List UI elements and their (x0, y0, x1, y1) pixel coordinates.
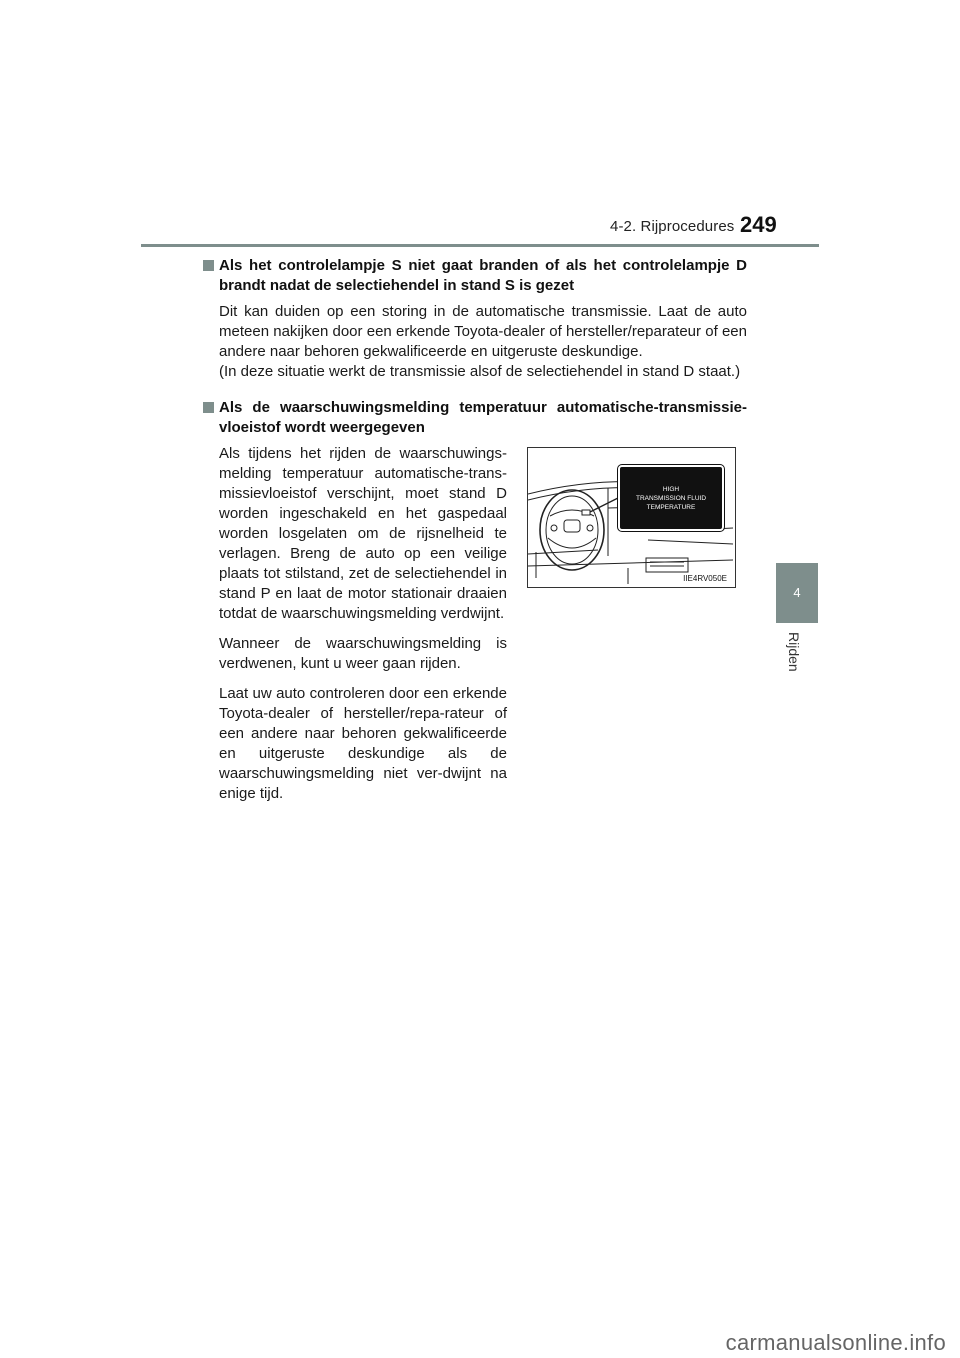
section-1-heading: Als het controlelampje S niet gaat branden of als het controlelampje D brandt nadat de selectiehendel in stand S is gezet (219, 256, 747, 296)
page-number: 249 (740, 212, 777, 237)
chapter-tab-label: Rijden (786, 632, 802, 672)
display-line-1: HIGH (662, 485, 680, 493)
figure-code: IIE4RV050E (683, 574, 727, 583)
section-2-para-1: Als tijdens het rijden de waarschuwings-melding temperatuur automatische-trans-missievloeistof verschijnt, moet stand D worden ingeschakeld en het gaspedaal worden losgelaten om de rijsnelheid te verlagen. Breng de auto op een veilige plaats tot stilstand, zet de selectiehendel in stand P en laat de motor stationair draaien totdat de waarschuwingsmelding verdwijnt. (219, 445, 507, 622)
section-2-para-3: Laat uw auto controleren door een erkende Toyota-dealer of hersteller/repa-rateur of een andere naar behoren gekwalificeerde en uitgeruste deskundige als de waarschuwingsmelding niet ver-dwijnt na enige tijd. (219, 685, 507, 802)
display-line-2: TRANSMISSION FLUID (635, 494, 707, 502)
watermark (726, 1330, 946, 1356)
header-rule (141, 244, 819, 247)
dashboard-illustration (527, 447, 736, 588)
chapter-tab-number: 4 (776, 563, 818, 621)
section-2 (219, 398, 747, 438)
section-2-heading: Als de waarschuwingsmelding temperatuur automatische-transmissie-vloeistof wordt weergegeven (219, 398, 747, 438)
section-2-para-2: Wanneer de waarschuwingsmelding is verdwenen, kunt u weer gaan rijden. (219, 635, 507, 672)
section-1 (219, 256, 747, 382)
indicator-rect (582, 510, 590, 515)
square-bullet-icon (203, 402, 214, 413)
watermark-text: carmanualsonline.info (725, 1330, 946, 1355)
warning-display (618, 465, 724, 531)
chapter-tab-label-box (774, 628, 820, 728)
section-1-note: (In deze situatie werkt de transmissie alsof de selectiehendel in stand D staat.) (219, 363, 741, 380)
display-line-3: TEMPERATURE (646, 503, 696, 511)
chapter-tab-divider (776, 621, 818, 623)
running-header-section: 4-2. Rijprocedures (610, 218, 735, 235)
section-2-text-column (219, 444, 507, 804)
square-bullet-icon (203, 260, 214, 271)
section-1-body: Dit kan duiden op een storing in de automatische transmissie. Laat de auto meteen nakijken door een erkende Toyota-dealer of hersteller/reparateur of een andere naar behoren gekwalificeerde en uitgeruste deskundige. (219, 303, 747, 360)
